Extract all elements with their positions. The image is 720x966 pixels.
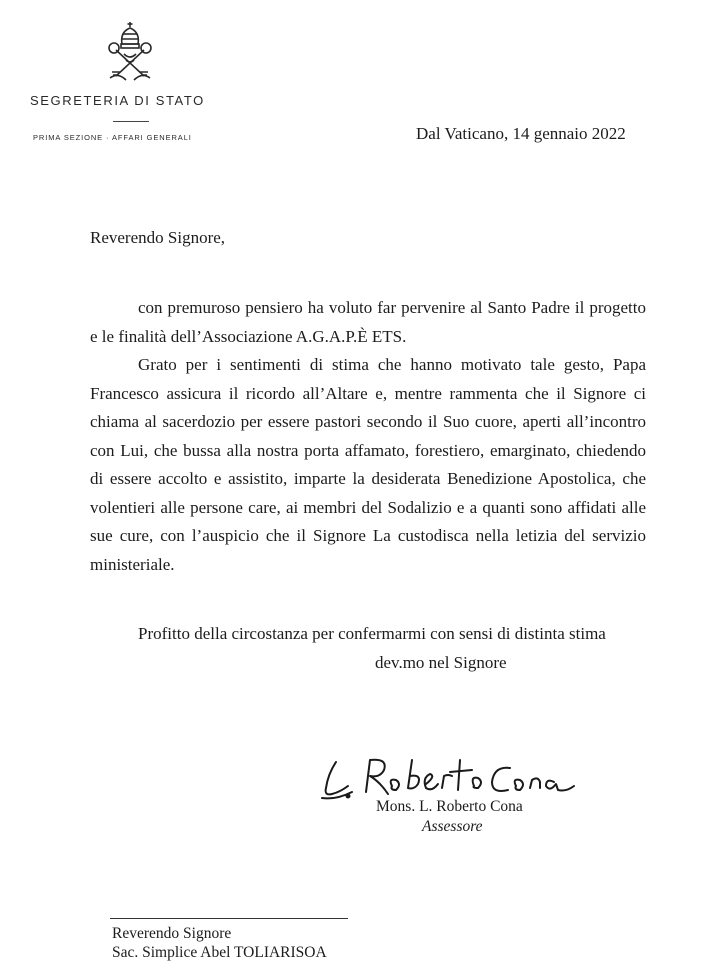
signer-title: Assessore xyxy=(422,818,483,835)
handwritten-signature xyxy=(318,752,580,804)
office-title: SEGRETERIA DI STATO xyxy=(30,93,205,108)
papal-keys-tiara-icon xyxy=(100,20,160,84)
closing-sentence: Profitto della circostanza per confermarmi con sensi di distinta stima xyxy=(138,624,606,643)
signer-name: Mons. L. Roberto Cona xyxy=(376,798,523,815)
recipient-line: Reverendo Signore xyxy=(112,925,232,942)
recipient-line: Sac. Simplice Abel TOLIARISOA xyxy=(112,944,327,961)
closing-formula: dev.mo nel Signore xyxy=(375,652,507,672)
letterhead-divider xyxy=(113,121,149,122)
office-section: PRIMA SEZIONE · AFFARI GENERALI xyxy=(33,133,192,142)
salutation: Reverendo Signore, xyxy=(90,228,226,247)
recipient-address xyxy=(112,924,327,962)
date-line: Dal Vaticano, 14 gennaio 2022 xyxy=(416,124,626,143)
body-paragraph: con premuroso pensiero ha voluto far pervenire al Santo Padre il progetto e le finalità dell’Associazione A.G.A.P.È ETS. xyxy=(90,298,646,346)
letter-closing xyxy=(90,620,646,677)
body-paragraph: Grato per i sentimenti di stima che hanno motivato tale gesto, Papa Francesco assicura il ricordo all’Altare e, mentre rammenta che il Signore ci chiama al sacerdozio per essere pastori secondo il Suo cuore, aperti all’incontro con Lui, che bussa alla nostra porta affamato, forestiero, emarginato, chiedendo di essere accolto e assistito, imparte la desiderata Benedizione Apostolica, che volentieri alle persone care, ai membri del Sodalizio e a quanti sono affidati alle sue cure, con l’auspicio che il Signore La custodisca nella letizia del servizio ministeriale. xyxy=(90,355,646,574)
address-divider xyxy=(110,918,348,919)
letter-body xyxy=(90,294,646,579)
